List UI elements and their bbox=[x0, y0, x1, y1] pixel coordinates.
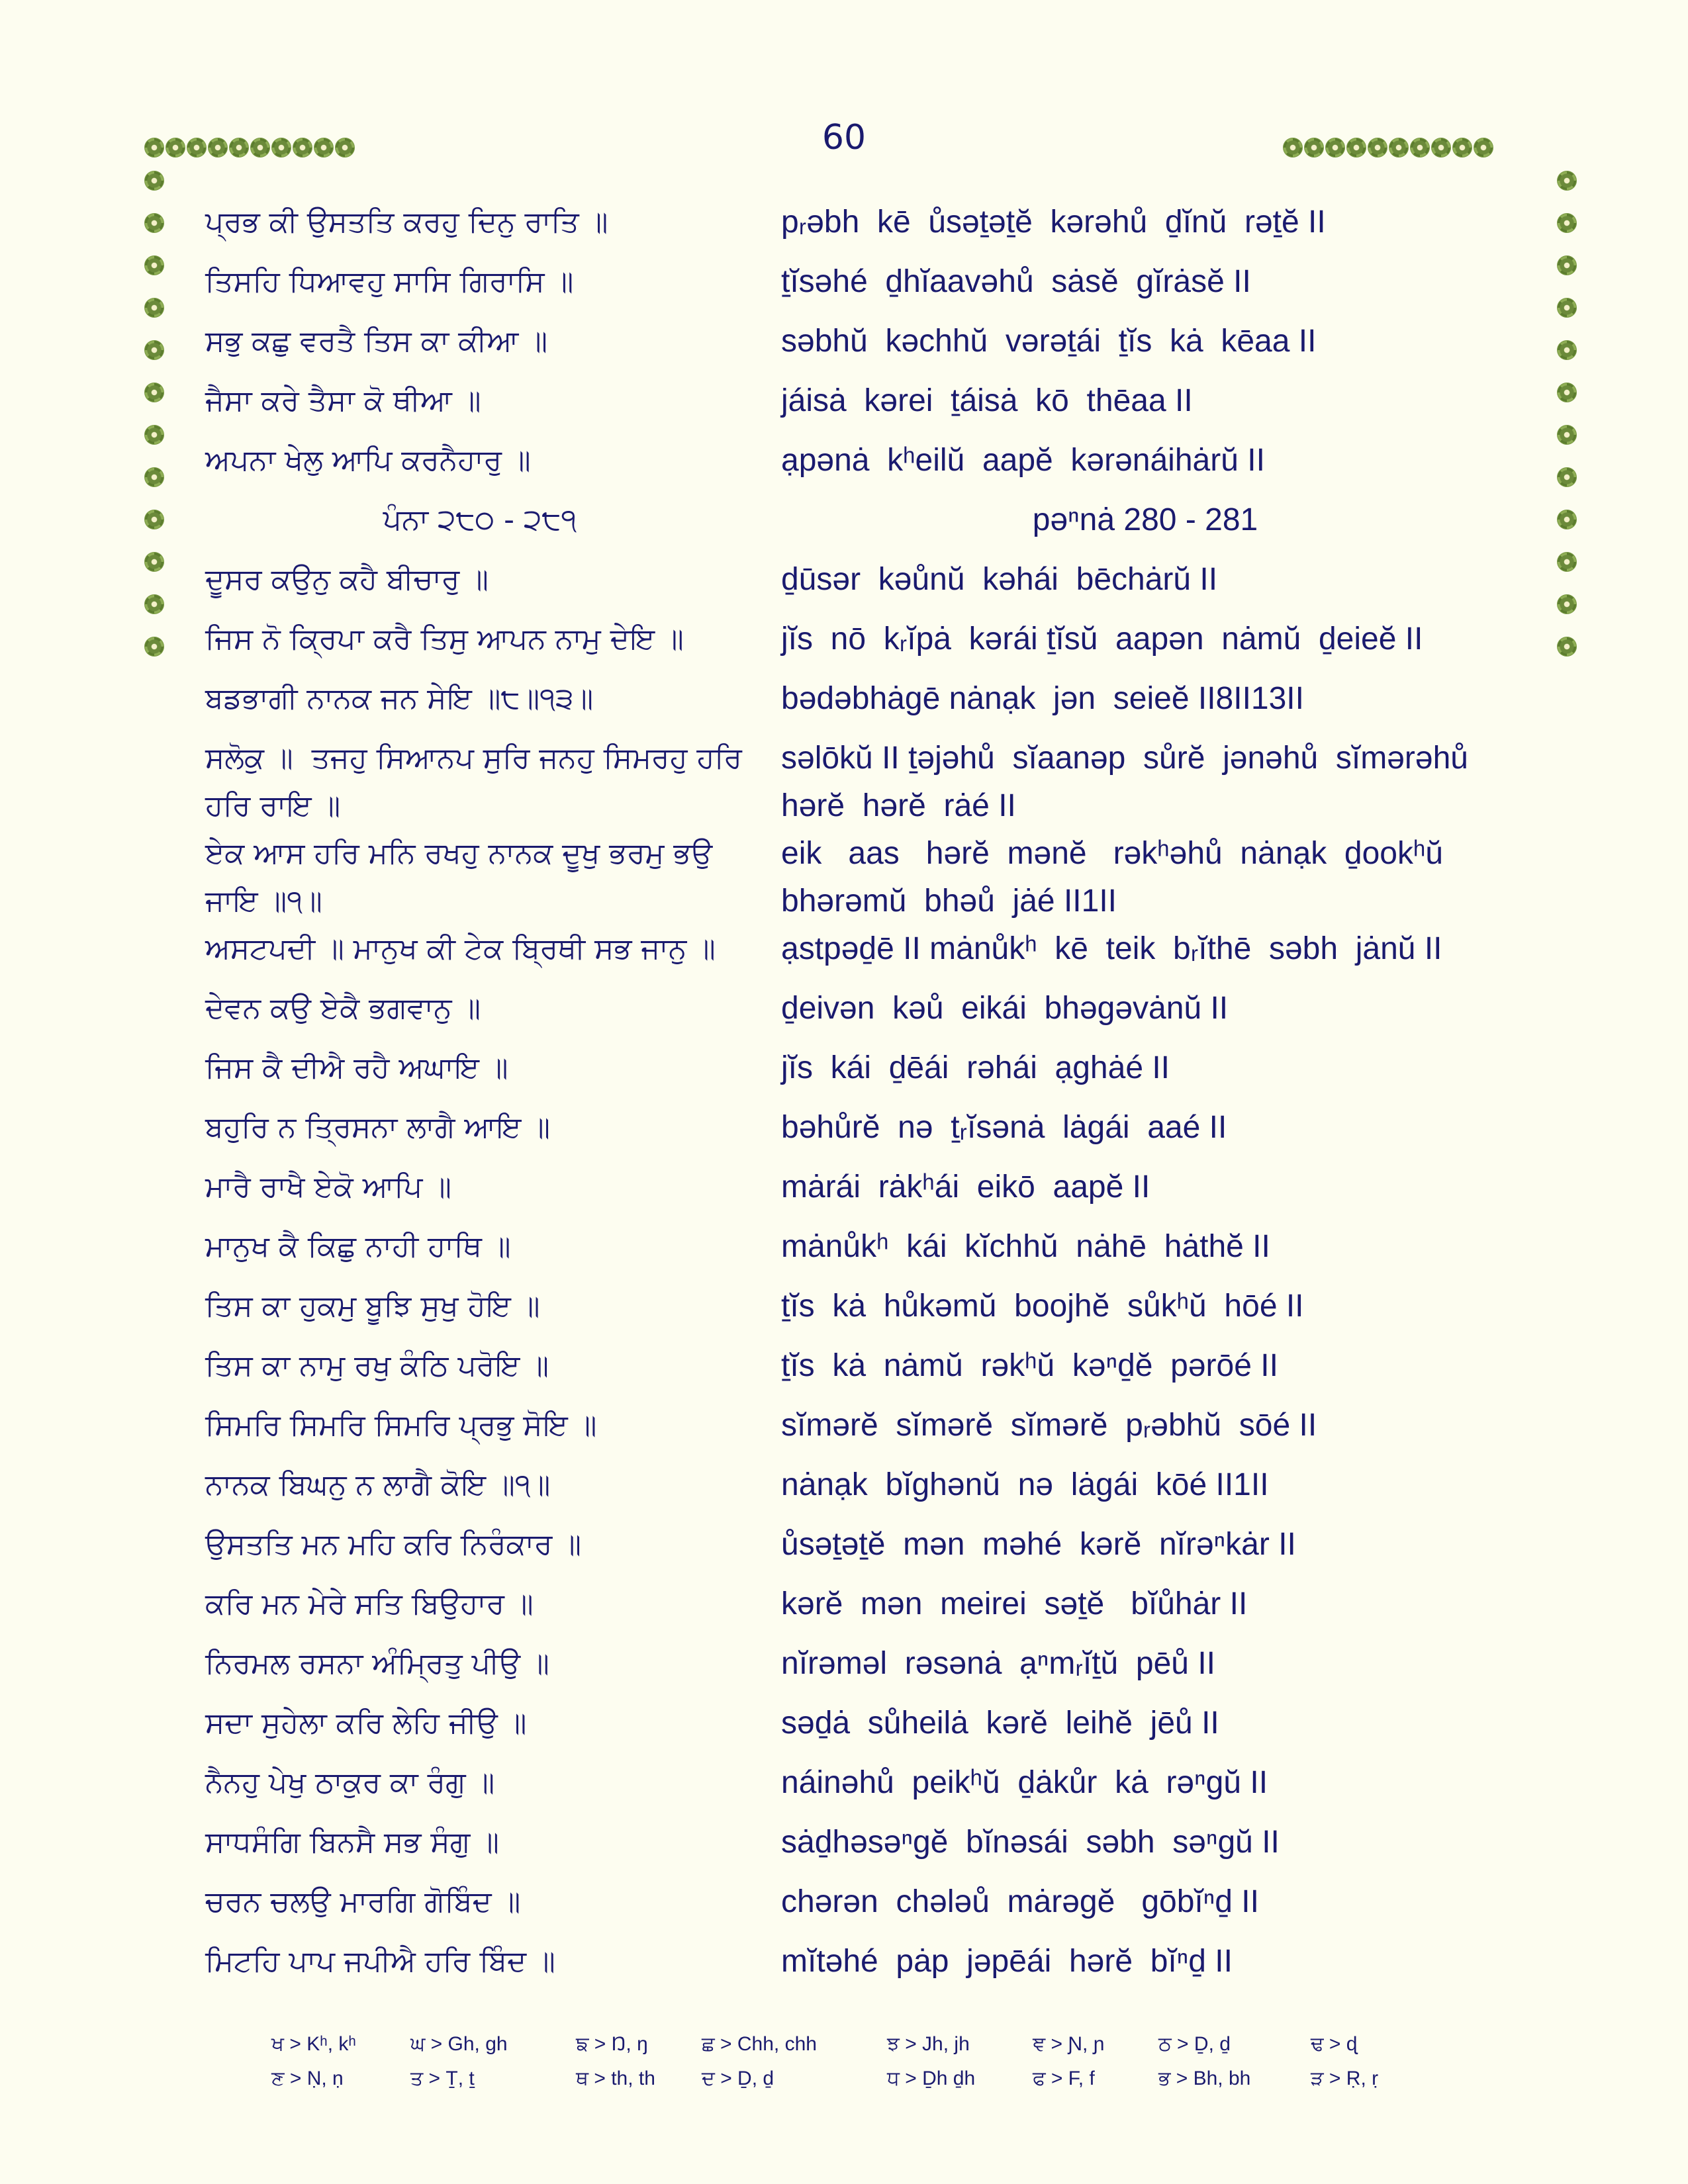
legend-row bbox=[271, 2068, 1470, 2102]
flower-ornament-icon bbox=[1410, 138, 1430, 158]
gurmukhi-text: ਅਸਟਪਦੀ ॥ ਮਾਨੁਖ ਕੀ ਟੇਕ ਬ੍ਰਿਥੀ ਸਭ ਜਾਨੁ ॥ bbox=[205, 932, 716, 966]
transliteration-text: nȧnạk bĭghənŭ nə lȧgái kōé II1II bbox=[781, 1467, 1269, 1502]
gurmukhi-text: ਜਿਸ ਨੋ ਕ੍ਰਿਪਾ ਕਰੈ ਤਿਸੁ ਆਪਨ ਨਾਮੁ ਦੇਇ ॥ bbox=[205, 622, 684, 656]
transliteration-text: ůsəṯəṯĕ mən məhé kərĕ nĭrəⁿkȧr II bbox=[781, 1527, 1296, 1562]
gurmukhi-text: ਕਰਿ ਮਨ ਮੇਰੇ ਸਤਿ ਬਿਉਹਾਰ ॥ bbox=[205, 1587, 534, 1621]
gurmukhi-text: ਤਿਸਹਿ ਧਿਆਵਹੁ ਸਾਸਿ ਗਿਰਾਸਿ ॥ bbox=[205, 265, 574, 298]
verse-row bbox=[0, 556, 1688, 604]
gurmukhi-text: ਸਲੋਕੁ ॥ ਤਜਹੁ ਸਿਆਨਪ ਸੁਰਿ ਜਨਹੁ ਸਿਮਰਹੁ ਹਰਿ ਹਰਿ ਰਾਇ ॥ bbox=[205, 741, 742, 823]
gurmukhi-text: ਚਰਨ ਚਲਉ ਮਾਰਗਿ ਗੋਬਿੰਦ ॥ bbox=[205, 1885, 521, 1919]
transliteration-text: səbhŭ kəchhŭ vərəṯái ṯĭs kȧ kēaa II bbox=[781, 324, 1317, 359]
gurmukhi-text: ਸਿਮਰਿ ਸਿਮਰਿ ਸਿਮਰਿ ਪ੍ਰਭੁ ਸੋਇ ॥ bbox=[205, 1408, 597, 1442]
verse-row bbox=[0, 1580, 1688, 1628]
transliteration-text: ḏeivən kəů eikái bhəgəvȧnŭ II bbox=[781, 991, 1229, 1026]
flower-ornament-icon bbox=[229, 138, 249, 158]
gurmukhi-text: ਸਦਾ ਸੁਹੇਲਾ ਕਰਿ ਲੇਹਿ ਜੀਉ ॥ bbox=[205, 1706, 527, 1740]
flower-ornament-icon bbox=[144, 171, 164, 191]
legend-entry: ਭ > Bh, bh bbox=[1158, 2068, 1251, 2089]
verse-row bbox=[0, 675, 1688, 723]
flower-ornament-icon bbox=[1452, 138, 1472, 158]
flower-ornament-icon bbox=[1283, 138, 1303, 158]
gurmukhi-text: ਏਕ ਆਸ ਹਰਿ ਮਨਿ ਰਖਹੁ ਨਾਨਕ ਦੂਖੁ ਭਰਮੁ ਭਉ ਜਾਇ ॥੧॥ bbox=[205, 837, 713, 918]
page-number: 60 bbox=[821, 118, 867, 158]
verse-row bbox=[0, 1104, 1688, 1152]
flower-ornament-icon bbox=[314, 138, 334, 158]
flower-ornament-icon bbox=[271, 138, 291, 158]
verse-row bbox=[0, 199, 1688, 246]
verse-row bbox=[0, 1819, 1688, 1866]
legend-entry: ਞ > Ɲ, ɲ bbox=[1033, 2033, 1105, 2055]
verse-row bbox=[0, 615, 1688, 663]
transliteration-text: mȧnůkʰ kái kĭchhŭ nȧhē hȧthĕ II bbox=[781, 1229, 1270, 1264]
verse-row bbox=[0, 1342, 1688, 1390]
gurmukhi-text: ਅਪਨਾ ਖੇਲੁ ਆਪਿ ਕਰਨੈਹਾਰੁ ॥ bbox=[205, 443, 531, 477]
verse-row bbox=[0, 1878, 1688, 1926]
verse-row bbox=[0, 1461, 1688, 1509]
transliteration-text: mȧrái rȧkʰái eikō aapĕ II bbox=[781, 1169, 1150, 1205]
gurmukhi-text: ਨੈਨਹੁ ਪੇਖੁ ਠਾਕੁਰ ਕਾ ਰੰਗੁ ॥ bbox=[205, 1766, 495, 1799]
transliteration-text: sĭmərĕ sĭmərĕ sĭmərĕ pᵣəbhŭ sōé II bbox=[781, 1408, 1317, 1443]
transliteration-legend bbox=[271, 2033, 1470, 2102]
gurmukhi-text: ਪ੍ਰਭ ਕੀ ਉਸਤਤਿ ਕਰਹੁ ਦਿਨੁ ਰਾਤਿ ॥ bbox=[205, 205, 608, 239]
transliteration-text: ạpənȧ kʰeilŭ aapĕ kərənáihȧrŭ II bbox=[781, 443, 1265, 478]
legend-entry: ਝ > Jh, jh bbox=[887, 2033, 970, 2055]
transliteration-text: ṯĭsəhé ḏhĭaavəhů sȧsĕ gĭrȧsĕ II bbox=[781, 264, 1251, 299]
legend-entry: ਤ > Ṯ, ṯ bbox=[410, 2068, 475, 2089]
gurmukhi-text: ਸਭੁ ਕਛੁ ਵਰਤੈ ਤਿਸ ਕਾ ਕੀਆ ॥ bbox=[205, 324, 548, 358]
flower-ornament-icon bbox=[1474, 138, 1493, 158]
verse-row bbox=[0, 1223, 1688, 1271]
gurmukhi-text: ਦੇਵਨ ਕਉ ਏਕੈ ਭਗਵਾਨੁ ॥ bbox=[205, 991, 481, 1025]
verse-row bbox=[0, 1283, 1688, 1330]
gurmukhi-text: ਉਸਤਤਿ ਮਨ ਮਹਿ ਕਰਿ ਨਿਰੰਕਾਰ ॥ bbox=[205, 1527, 582, 1561]
transliteration-text: ḏūsər kəůnŭ kəhái bēchȧrŭ II bbox=[781, 562, 1218, 597]
legend-entry: ੜ > Ṛ, ṛ bbox=[1311, 2068, 1379, 2089]
verse-row bbox=[0, 318, 1688, 365]
verse-row bbox=[0, 496, 1688, 544]
flower-ornament-icon bbox=[1389, 138, 1409, 158]
verse-row bbox=[0, 1759, 1688, 1807]
transliteration-text: bəhůrĕ nə ṯᵣĭsənȧ lȧgái aaé II bbox=[781, 1110, 1227, 1145]
transliteration-text: nĭrəməl rəsənȧ ạⁿmᵣĭṯŭ pēů II bbox=[781, 1646, 1215, 1681]
verse-row bbox=[0, 1402, 1688, 1449]
gurmukhi-text: ਨਿਰਮਲ ਰਸਨਾ ਅੰਮ੍ਰਿਤੁ ਪੀਉ ॥ bbox=[205, 1647, 549, 1680]
flower-ornament-icon bbox=[250, 138, 270, 158]
transliteration-text: pᵣəbh kē ůsəṯəṯĕ kərəhů ḏĭnŭ rəṯĕ II bbox=[781, 205, 1326, 240]
verse-row bbox=[0, 735, 1688, 830]
transliteration-text: ṯĭs kȧ hůkəmŭ boojhĕ sůkʰŭ hōé II bbox=[781, 1289, 1304, 1324]
verse-row bbox=[0, 925, 1688, 973]
transliteration-text: səlōkŭ II ṯəjəhů sĭaanəp sůrĕ jənəhů sĭmərəhů hərĕ hərĕ rȧé II bbox=[781, 741, 1468, 823]
flower-ornament-icon bbox=[1557, 171, 1577, 191]
flower-ornament-icon bbox=[1325, 138, 1345, 158]
legend-entry: ਠ > Ḏ, ḏ bbox=[1158, 2033, 1231, 2055]
verse-row bbox=[0, 1163, 1688, 1211]
gurmukhi-text: ਬਡਭਾਗੀ ਨਾਨਕ ਜਨ ਸੇਇ ॥੮॥੧੩॥ bbox=[205, 682, 594, 715]
verse-row bbox=[0, 377, 1688, 425]
transliteration-text: jĭs kái ḏēái rəhái ạghȧé II bbox=[781, 1050, 1170, 1085]
verse-row bbox=[0, 1640, 1688, 1688]
transliteration-text: eik aas hərĕ mənĕ rəkʰəhů nȧnạk ḏookʰŭ bhərəmŭ bhəů jȧé II1II bbox=[781, 836, 1444, 919]
transliteration-text: sȧḏhəsəⁿgĕ bĭnəsái səbh səⁿgŭ II bbox=[781, 1825, 1280, 1860]
transliteration-text: mĭtəhé pȧp jəpēái hərĕ bĭⁿḏ II bbox=[781, 1944, 1233, 1979]
gurmukhi-text: ਮਿਟਹਿ ਪਾਪ ਜਪੀਐ ਹਰਿ ਬਿੰਦ ॥ bbox=[205, 1944, 555, 1978]
gurmukhi-text: ਨਾਨਕ ਬਿਘਨੁ ਨ ਲਾਗੈ ਕੋਇ ॥੧॥ bbox=[205, 1468, 551, 1502]
verse-row bbox=[0, 437, 1688, 484]
gurmukhi-text: ਬਹੁਰਿ ਨ ਤ੍ਰਿਸਨਾ ਲਾਗੈ ਆਇ ॥ bbox=[205, 1111, 551, 1144]
gurmukhi-text: ਜੈਸਾ ਕਰੇ ਤੈਸਾ ਕੋ ਥੀਆ ॥ bbox=[205, 384, 481, 418]
gurmukhi-text: ਜਿਸ ਕੈ ਦੀਐ ਰਹੈ ਅਘਾਇ ॥ bbox=[205, 1051, 508, 1085]
legend-row bbox=[271, 2033, 1470, 2068]
legend-entry: ਥ > th, th bbox=[576, 2068, 655, 2089]
flower-ornament-icon bbox=[144, 138, 164, 158]
transliteration-text: kərĕ mən meirei səṯĕ bĭůhȧr II bbox=[781, 1586, 1248, 1621]
gurmukhi-text: ਮਾਰੈ ਰਾਖੈ ਏਕੋ ਆਪਿ ॥ bbox=[205, 1170, 451, 1204]
gurmukhi-text: ਤਿਸ ਕਾ ਨਾਮੁ ਰਖੁ ਕੰਠਿ ਪਰੋਇ ॥ bbox=[205, 1349, 549, 1383]
legend-entry: ਖ > Kʰ, kʰ bbox=[271, 2033, 356, 2055]
legend-entry: ਙ > Ŋ, ŋ bbox=[576, 2033, 648, 2055]
gurmukhi-text: ਤਿਸ ਕਾ ਹੁਕਮੁ ਬੂਝਿ ਸੁਖੁ ਹੋਇ ॥ bbox=[205, 1289, 540, 1323]
flower-ornament-icon bbox=[335, 138, 355, 158]
verse-row bbox=[0, 985, 1688, 1032]
transliteration-text: ạstpəḏē II mȧnůkʰ kē teik bᵣĭthē səbh jȧnŭ II bbox=[781, 931, 1442, 966]
flower-ornament-icon bbox=[1368, 138, 1387, 158]
transliteration-text: jáisȧ kərei ṯáisȧ kō thēaa II bbox=[781, 383, 1193, 418]
legend-entry: ਛ > Chh, chh bbox=[702, 2033, 817, 2055]
verse-row bbox=[0, 1938, 1688, 1985]
flower-ornament-icon bbox=[1346, 138, 1366, 158]
legend-entry: ਣ > Ṇ, ṇ bbox=[271, 2068, 344, 2089]
verse-row bbox=[0, 1700, 1688, 1747]
flower-ornament-icon bbox=[293, 138, 312, 158]
verse-row bbox=[0, 830, 1688, 925]
transliteration-text: səḏȧ sůheilȧ kərĕ leihĕ jēů II bbox=[781, 1706, 1219, 1741]
verse-row bbox=[0, 1044, 1688, 1092]
legend-entry: ਢ > ɖ bbox=[1311, 2033, 1358, 2055]
legend-entry: ਫ > F, f bbox=[1033, 2068, 1095, 2089]
flower-ornament-icon bbox=[187, 138, 207, 158]
flower-ornament-icon bbox=[165, 138, 185, 158]
flower-ornament-icon bbox=[208, 138, 228, 158]
verse-row bbox=[0, 258, 1688, 306]
legend-entry: ਘ > Gh, gh bbox=[410, 2033, 508, 2055]
gurmukhi-text: ਮਾਨੁਖ ਕੈ ਕਿਛੁ ਨਾਹੀ ਹਾਥਿ ॥ bbox=[205, 1230, 511, 1263]
legend-entry: ਦ > Ḏ, ḏ bbox=[702, 2068, 774, 2089]
transliteration-text: jĭs nō kᵣĭpȧ kərái ṯĭsŭ aapən nȧmŭ ḏeieĕ II bbox=[781, 621, 1423, 657]
transliteration-text: bədəbhȧgē nȧnạk jən seieĕ II8II13II bbox=[781, 681, 1304, 716]
gurmukhi-text: ਪੰਨਾ ੨੮੦ - ੨੮੧ bbox=[383, 503, 577, 537]
transliteration-text: chərən chələů mȧrəgĕ gōbĭⁿḏ II bbox=[781, 1884, 1259, 1919]
transliteration-text: ṯĭs kȧ nȧmŭ rəkʰŭ kəⁿḏĕ pərōé II bbox=[781, 1348, 1278, 1383]
gurmukhi-text: ਸਾਧਸੰਗਿ ਬਿਨਸੈ ਸਭ ਸੰਗੁ ॥ bbox=[205, 1825, 499, 1859]
legend-entry: ਧ > Ḏh ḏh bbox=[887, 2068, 976, 2089]
transliteration-text: náinəhů peikʰŭ ḏȧkůr kȧ rəⁿgŭ II bbox=[781, 1765, 1268, 1800]
verse-row bbox=[0, 1521, 1688, 1569]
gurmukhi-text: ਦੂਸਰ ਕਉਨੁ ਕਹੈ ਬੀਚਾਰੁ ॥ bbox=[205, 563, 489, 596]
transliteration-text: pəⁿnȧ 280 - 281 bbox=[1032, 502, 1258, 537]
flower-ornament-icon bbox=[1304, 138, 1324, 158]
flower-ornament-icon bbox=[1431, 138, 1451, 158]
